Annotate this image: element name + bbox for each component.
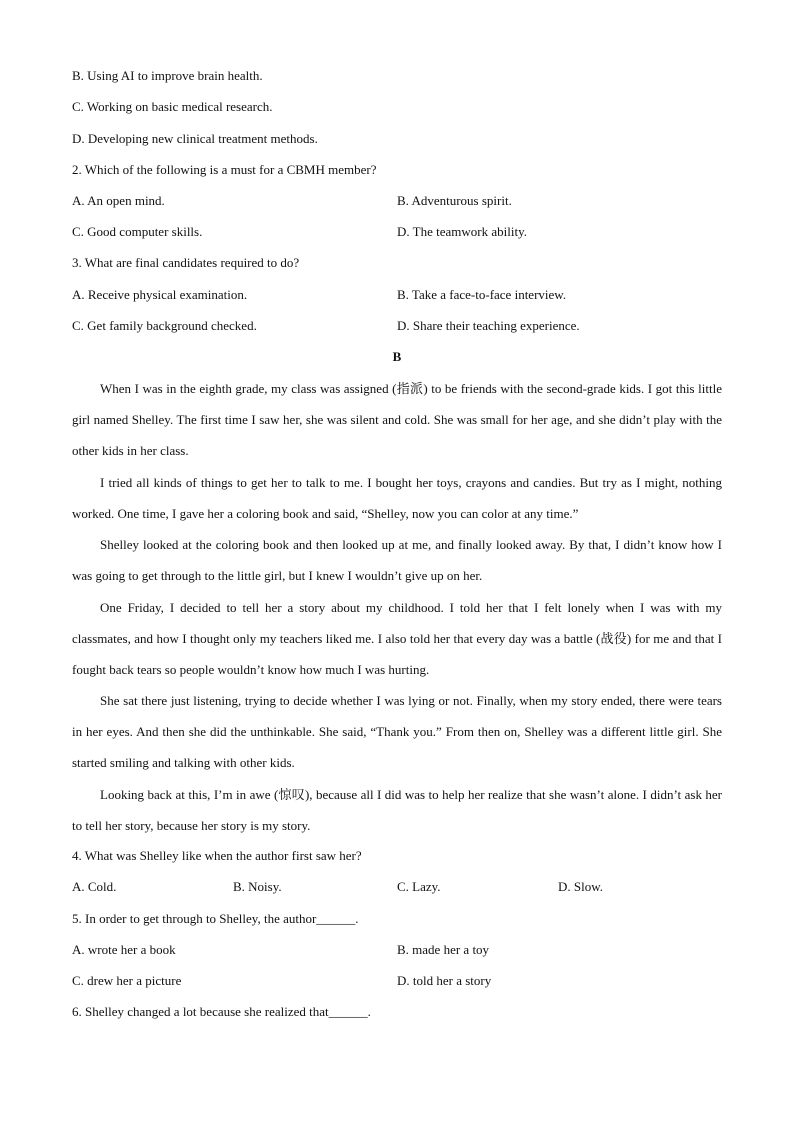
passage-paragraph-3: Shelley looked at the coloring book and then looked up at me, and finally looked away. By that, I didn’t know how I was going to get through to the little girl, but I knew I wouldn’t give up on her. bbox=[72, 537, 722, 584]
q2-option-b: B. Adventurous spirit. bbox=[397, 193, 512, 208]
q3-option-c: C. Get family background checked. bbox=[72, 318, 257, 333]
q4-option-b: B. Noisy. bbox=[233, 879, 282, 894]
q1-option-d: D. Developing new clinical treatment methods. bbox=[72, 131, 318, 146]
q3-question: 3. What are final candidates required to do? bbox=[72, 255, 300, 270]
q1-option-c: C. Working on basic medical research. bbox=[72, 99, 273, 114]
passage-paragraph-6: Looking back at this, I’m in awe (惊叹), because all I did was to help her realize that she wasn’t alone. I didn’t ask her to tell her story, because her story is my story. bbox=[72, 787, 722, 834]
q2-option-d: D. The teamwork ability. bbox=[397, 224, 527, 239]
q5-option-a: A. wrote her a book bbox=[72, 942, 176, 957]
q6-question: 6. Shelley changed a lot because she realized that______. bbox=[72, 1004, 371, 1019]
q4-option-c: C. Lazy. bbox=[397, 879, 441, 894]
section-heading-b: B bbox=[392, 349, 402, 364]
passage-paragraph-5: She sat there just listening, trying to decide whether I was lying or not. Finally, when my story ended, there were tears in her eyes. And then she did the unthinkable. She said, “Thank you.” From then on, Shelley was a different little girl. She started smiling and talking with other kids. bbox=[72, 693, 722, 771]
passage-paragraph-1: When I was in the eighth grade, my class was assigned (指派) to be friends with the second-grade kids. I got this little girl named Shelley. The first time I saw her, she was silent and cold. She was small for her age, and she didn’t play with the other kids in her class. bbox=[72, 381, 722, 459]
q4-option-d: D. Slow. bbox=[558, 879, 604, 894]
q5-option-c: C. drew her a picture bbox=[72, 973, 182, 988]
q2-option-a: A. An open mind. bbox=[72, 193, 165, 208]
q4-option-a: A. Cold. bbox=[72, 879, 117, 894]
q5-question: 5. In order to get through to Shelley, the author______. bbox=[72, 911, 359, 926]
q3-option-d: D. Share their teaching experience. bbox=[397, 318, 580, 333]
q5-option-d: D. told her a story bbox=[397, 973, 492, 988]
q1-option-b: B. Using AI to improve brain health. bbox=[72, 68, 263, 83]
q4-question: 4. What was Shelley like when the author first saw her? bbox=[72, 848, 362, 863]
q3-option-a: A. Receive physical examination. bbox=[72, 287, 248, 302]
q5-option-b: B. made her a toy bbox=[397, 942, 490, 957]
q3-option-b: B. Take a face-to-face interview. bbox=[397, 287, 567, 302]
passage-paragraph-2: I tried all kinds of things to get her to talk to me. I bought her toys, crayons and candies. But try as I might, nothing worked. One time, I gave her a coloring book and said, “Shelley, now you can color at any time.” bbox=[72, 475, 722, 522]
q2-question: 2. Which of the following is a must for a CBMH member? bbox=[72, 162, 377, 177]
q2-option-c: C. Good computer skills. bbox=[72, 224, 203, 239]
passage-paragraph-4: One Friday, I decided to tell her a story about my childhood. I told her that I felt lonely when I was with my classmates, and how I thought only my teachers liked me. I also told her that every day was a battle (战役) for me and that I fought back tears so people wouldn’t know how much I was hurting. bbox=[72, 600, 722, 678]
